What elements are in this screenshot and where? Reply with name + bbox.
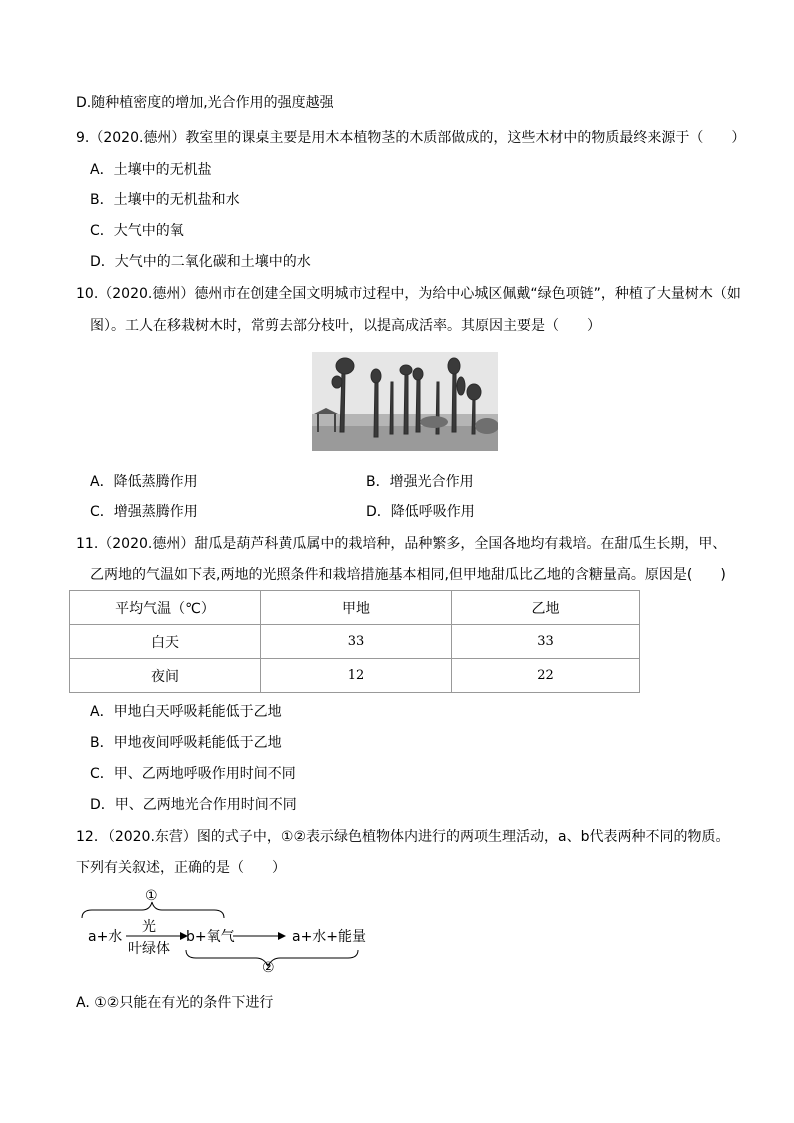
formula-label-2: ② <box>262 960 275 976</box>
q10-option-a: A．降低蒸腾作用 <box>90 474 198 490</box>
q11-stem-line2: 乙两地的气温如下表,两地的光照条件和栽培措施基本相同,但甲地甜瓜比乙地的含糖量高。原因是( ) <box>90 567 726 583</box>
q9-option-c: C．大气中的氧 <box>90 223 184 239</box>
tree-photo-graphic <box>312 352 498 451</box>
tree-planting-photo <box>312 352 498 451</box>
formula-label-1: ① <box>145 888 158 904</box>
q11-option-d: D．甲、乙两地光合作用时间不同 <box>90 797 297 813</box>
table-row <box>70 625 640 659</box>
table-cell: 22 <box>452 659 640 693</box>
table-cell: 12 <box>261 659 452 693</box>
temperature-table <box>69 590 640 693</box>
q11-option-a: A．甲地白天呼吸耗能低于乙地 <box>90 704 282 720</box>
q8-option-d: D.随种植密度的增加,光合作用的强度越强 <box>76 95 334 111</box>
q12-stem-line2: 下列有关叙述，正确的是（ ） <box>76 860 286 876</box>
q9-stem: 9.（2020.德州）教室里的课桌主要是用木本植物茎的木质部做成的，这些木材中的物质最终来源于（ ） <box>76 130 746 146</box>
table-header-cell: 甲地 <box>261 591 452 625</box>
q12-stem-line1: 12．（2020.东营）图的式子中，①②表示绿色植物体内进行的两项生理活动，a、b代表两种不同的物质。 <box>76 829 730 845</box>
table-cell: 夜间 <box>70 659 261 693</box>
q10-option-d: D．降低呼吸作用 <box>366 504 475 520</box>
q10-stem-line2: 图）。工人在移栽树木时，常剪去部分枝叶，以提高成活率。其原因主要是（ ） <box>90 318 601 334</box>
q11-stem-line1: 11.（2020.德州）甜瓜是葫芦科黄瓜属中的栽培种，品种繁多，全国各地均有栽培。在甜瓜生长期，甲、 <box>76 536 727 552</box>
table-row <box>70 659 640 693</box>
formula-arrow-top: 光 <box>142 919 156 935</box>
formula-arrow-bottom: 叶绿体 <box>128 941 170 957</box>
table-header-cell: 乙地 <box>452 591 640 625</box>
table-cell: 33 <box>452 625 640 659</box>
table-cell: 白天 <box>70 625 261 659</box>
q12-option-a: A. ①②只能在有光的条件下进行 <box>76 995 274 1011</box>
formula-middle: b+氧气 <box>186 929 235 945</box>
q9-option-d: D．大气中的二氧化碳和土壤中的水 <box>90 254 311 270</box>
q10-option-c: C．增强蒸腾作用 <box>90 504 198 520</box>
q10-option-b: B．增强光合作用 <box>366 474 474 490</box>
table-header-row <box>70 591 640 625</box>
formula-right: a+水+能量 <box>292 929 367 945</box>
reaction-formula <box>80 890 380 980</box>
q10-stem-line1: 10.（2020.德州）德州市在创建全国文明城市过程中，为给中心城区佩戴“绿色项链”，种植了大量树木（如 <box>76 286 741 302</box>
table-header-cell: 平均气温（℃） <box>70 591 261 625</box>
q11-option-c: C．甲、乙两地呼吸作用时间不同 <box>90 766 296 782</box>
table-cell: 33 <box>261 625 452 659</box>
q9-option-b: B．土壤中的无机盐和水 <box>90 192 240 208</box>
formula-left: a+水 <box>88 929 123 945</box>
q9-option-a: A．土壤中的无机盐 <box>90 162 212 178</box>
q11-option-b: B．甲地夜间呼吸耗能低于乙地 <box>90 735 282 751</box>
